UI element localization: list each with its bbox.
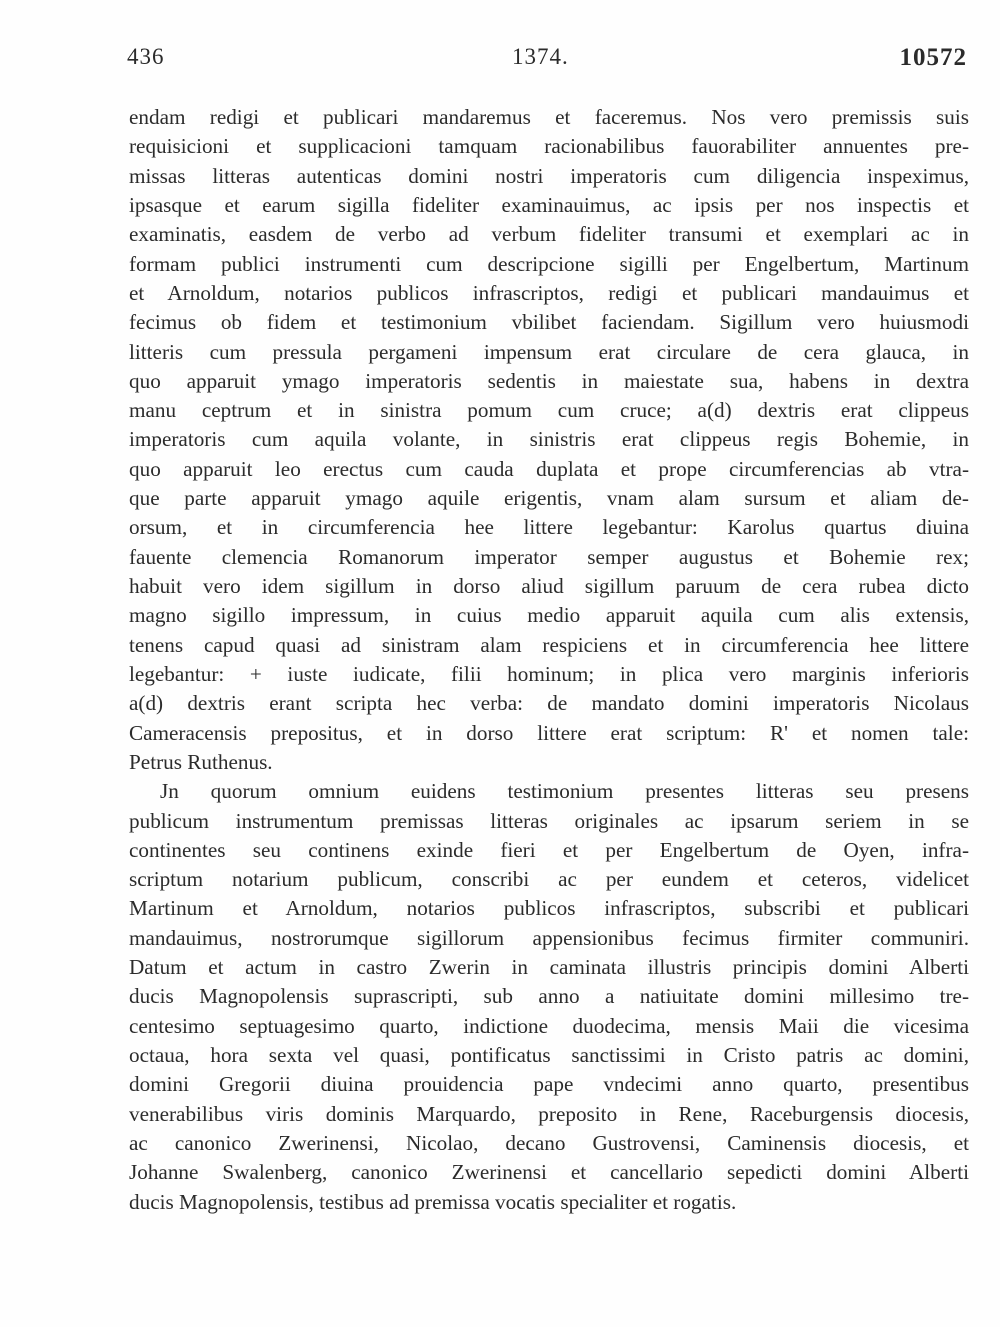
- text-line: scriptum notarium publicum, conscribi ac per eundem et ceteros, videlicet: [129, 867, 969, 892]
- text-line: manu ceptrum et in sinistra pomum cum cruce; a(d) dextris erat clippeus: [129, 398, 969, 423]
- text-line: Datum et actum in castro Zwerin in caminata illustris principis domini Alberti: [129, 955, 969, 980]
- text-line: ducis Magnopolensis suprascripti, sub anno a natiuitate domini millesimo tre-: [129, 984, 969, 1009]
- text-line: mandauimus, nostrorumque sigillorum appensionibus fecimus firmiter communiri.: [129, 925, 969, 950]
- text-line: a(d) dextris erant scripta hec verba: de mandato domini imperatoris Nicolaus: [129, 691, 969, 716]
- text-line: centesimo septuagesimo quarto, indictione duodecima, mensis Maii die vicesima: [129, 1013, 969, 1038]
- text-line: formam publici instrumenti cum descripcione sigilli per Engelbertum, Martinum: [129, 251, 969, 276]
- text-line: que parte apparuit ymago aquile erigentis, vnam alam sursum et aliam de-: [129, 486, 969, 511]
- text-line: octaua, hora sexta vel quasi, pontificatus sanctissimi in Cristo patris ac domini,: [129, 1043, 969, 1067]
- text-line: Jn quorum omnium euidens testimonium presentes litteras seu presens: [160, 779, 969, 804]
- text-line: endam redigi et publicari mandaremus et faceremus. Nos vero premissis suis: [129, 105, 969, 129]
- text-line: legebantur: + iuste iudicate, filii hominum; in plica vero marginis inferioris: [129, 661, 969, 686]
- text-line: missas litteras autenticas domini nostri imperatoris cum diligencia inspeximus,: [129, 163, 969, 188]
- document-number: 10572: [899, 44, 967, 71]
- text-line: publicum instrumentum premissas litteras originales ac ipsarum seriem in se: [129, 808, 969, 833]
- text-line: Johanne Swalenberg, canonico Zwerinensi et cancellario sepedicti domini Alberti: [129, 1160, 969, 1185]
- text-line: domini Gregorii diuina prouidencia pape vndecimi anno quarto, presentibus: [129, 1072, 969, 1097]
- text-line: habuit vero idem sigillum in dorso aliud sigillum paruum de cera rubea dicto: [129, 574, 969, 598]
- text-line: litteris cum pressula pergameni impensum erat circulare de cera glauca, in: [129, 339, 969, 364]
- text-line: Martinum et Arnoldum, notarios publicos infrascriptos, subscribi et publicari: [129, 896, 969, 921]
- text-line: fecimus ob fidem et testimonium vbilibet faciendam. Sigillum vero huiusmodi: [129, 310, 969, 335]
- text-line: et Arnoldum, notarios publicos infrascriptos, redigi et publicari mandauimus et: [129, 280, 969, 305]
- text-line: requisicioni et supplicacioni tamquam racionabilibus fauorabiliter annuentes pre-: [129, 134, 969, 159]
- page-number: 436: [127, 44, 165, 69]
- text-line: ipsasque et earum sigilla fideliter examinauimus, ac ipsis per nos inspectis et: [129, 192, 969, 217]
- text-line: venerabilibus viris dominis Marquardo, preposito in Rene, Raceburgensis diocesis,: [129, 1101, 969, 1126]
- text-line: ducis Magnopolensis, testibus ad premissa vocatis specialiter et rogatis.: [129, 1189, 737, 1214]
- page-header: [127, 44, 967, 80]
- text-line: imperatoris cum aquila volante, in sinistris erat clippeus regis Bohemie, in: [129, 427, 969, 452]
- text-line: Cameracensis prepositus, et in dorso littere erat scriptum: R' et nomen tale:: [129, 720, 969, 745]
- text-line: Petrus Ruthenus.: [129, 749, 273, 774]
- text-line: quo apparuit ymago imperatoris sedentis in maiestate sua, habens in dextra: [129, 368, 969, 393]
- text-line: fauente clemencia Romanorum imperator semper augustus et Bohemie rex;: [129, 544, 969, 569]
- text-line: ac canonico Zwerinensi, Nicolao, decano Gustrovensi, Caminensis diocesis, et: [129, 1130, 969, 1155]
- body-text: [129, 103, 969, 1217]
- text-line: examinatis, easdem de verbo ad verbum fideliter transumi et exemplari ac in: [129, 222, 969, 247]
- text-line: tenens capud quasi ad sinistram alam respiciens et in circumferencia hee littere: [129, 632, 969, 657]
- text-line: magno sigillo impressum, in cuius medio apparuit aquila cum alis extensis,: [129, 603, 969, 628]
- text-line: continentes seu continens exinde fieri et per Engelbertum de Oyen, infra-: [129, 837, 969, 862]
- text-line: quo apparuit leo erectus cum cauda duplata et prope circumferencias ab vtra-: [129, 456, 969, 481]
- text-line: orsum, et in circumferencia hee littere legebantur: Karolus quartus diuina: [129, 515, 969, 540]
- header-year: 1374.: [512, 44, 569, 69]
